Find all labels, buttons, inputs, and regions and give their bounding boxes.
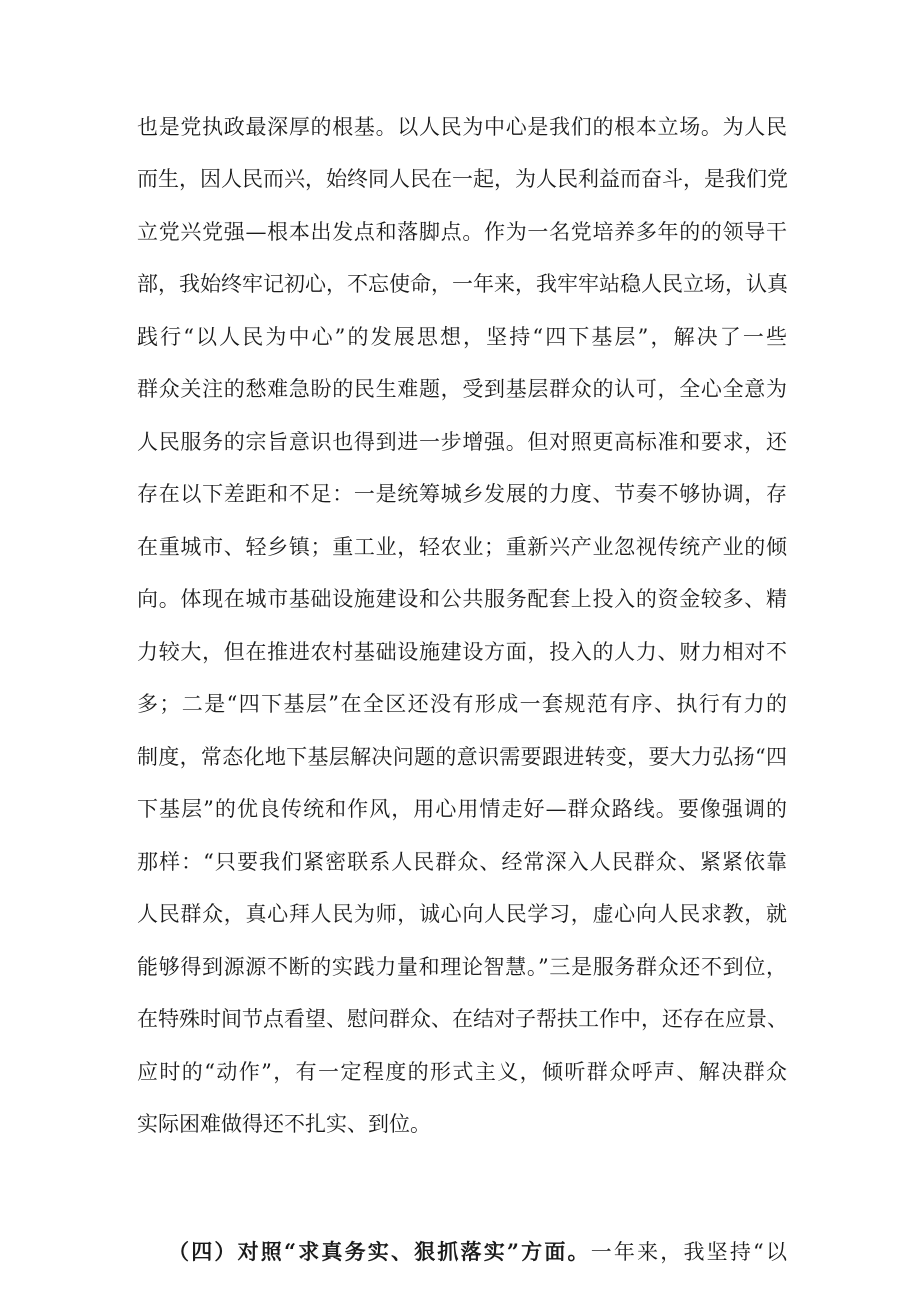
paragraph-line: 多；二是“四下基层”在全区还没有形成一套规范有序、执行有力的 <box>137 692 787 716</box>
paragraph-line: 那样：“只要我们紧密联系人民群众、经常深入人民群众、紧紧依靠 <box>137 850 787 874</box>
paragraph-line: 实际困难做得还不扎实、到位。 <box>137 1112 431 1136</box>
paragraph-line: 制度，常态化地下基层解决问题的意识需要跟进转变，要大力弘扬“四 <box>137 745 787 769</box>
paragraph-line: 应时的“动作”，有一定程度的形式主义，倾听群众呼声、解决群众 <box>137 1060 787 1084</box>
paragraph-line: 群众关注的愁难急盼的民生难题，受到基层群众的认可，全心全意为 <box>137 377 787 401</box>
paragraph-line: 在特殊时间节点看望、慰问群众、在结对子帮扶工作中，还存在应景、 <box>137 1007 788 1031</box>
paragraph-line: 向。体现在城市基础设施建设和公共服务配套上投入的资金较多、精 <box>137 587 787 611</box>
section-4-text: 一年来，我坚持“以 <box>590 1240 787 1264</box>
paragraph-line: 践行“以人民为中心”的发展思想，坚持“四下基层”，解决了一些 <box>137 325 787 349</box>
paragraph-line: 存在以下差距和不足：一是统筹城乡发展的力度、节奏不够协调，存 <box>137 482 787 506</box>
paragraph-line: 人民群众，真心拜人民为师，诚心向人民学习，虚心向人民求教，就 <box>137 902 787 926</box>
paragraph-line: 力较大，但在推进农村基础设施建设方面，投入的人力、财力相对不 <box>137 640 787 664</box>
paragraph-line: 部，我始终牢记初心，不忘使命，一年来，我牢牢站稳人民立场，认真 <box>137 272 788 296</box>
paragraph-line: 在重城市、轻乡镇；重工业，轻农业；重新兴产业忽视传统产业的倾 <box>137 535 787 559</box>
paragraph-line: 也是党执政最深厚的根基。以人民为中心是我们的根本立场。为人民 <box>137 115 787 139</box>
paragraph-line: 人民服务的宗旨意识也得到进一步增强。但对照更高标准和要求，还 <box>137 430 787 454</box>
paragraph-line: 能够得到源源不断的实践力量和理论智慧。”三是服务群众还不到位， <box>137 955 787 979</box>
paragraph-line: 立党兴党强—根本出发点和落脚点。作为一名党培养多年的的领导干 <box>137 220 787 244</box>
section-4-line <box>168 1232 787 1272</box>
paragraph-line: 下基层”的优良传统和作风，用心用情走好—群众路线。要像强调的 <box>137 797 787 821</box>
section-4-heading: （四）对照“求真务实、狠抓落实”方面。 <box>168 1239 591 1264</box>
paragraph-line: 而生，因人民而兴，始终同人民在一起，为人民利益而奋斗，是我们党 <box>137 167 788 191</box>
